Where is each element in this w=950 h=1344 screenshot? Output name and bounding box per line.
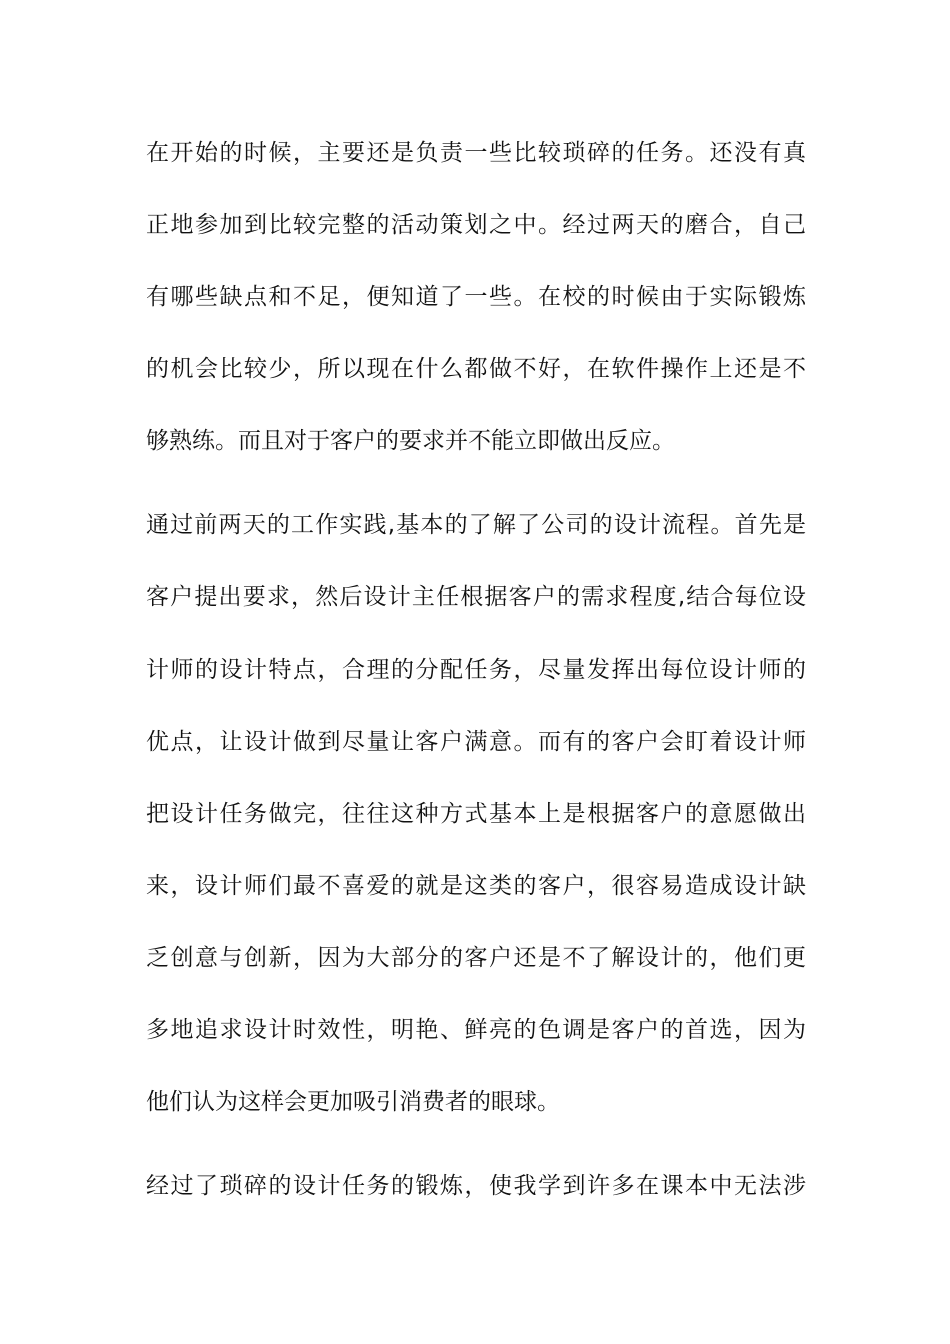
text-line: 把设计任务做完，往往这种方式基本上是根据客户的意愿做出 bbox=[146, 801, 806, 827]
text-line: 的机会比较少，所以现在什么都做不好，在软件操作上还是不 bbox=[146, 356, 806, 382]
text-line: 有哪些缺点和不足，便知道了一些。在校的时候由于实际锻炼 bbox=[146, 284, 806, 310]
text-line: 多地追求设计时效性，明艳、鲜亮的色调是客户的首选，因为 bbox=[146, 1017, 806, 1043]
text-line: 来，设计师们最不喜爱的就是这类的客户，很容易造成设计缺 bbox=[146, 873, 806, 899]
text-line: 够熟练。而且对于客户的要求并不能立即做出反应。 bbox=[146, 428, 675, 454]
text-line: 客户提出要求，然后设计主任根据客户的需求程度,结合每位设 bbox=[146, 584, 806, 610]
text-line: 优点，让设计做到尽量让客户满意。而有的客户会盯着设计师 bbox=[146, 729, 806, 755]
text-line: 乏创意与创新，因为大部分的客户还是不了解设计的，他们更 bbox=[146, 945, 806, 971]
text-line: 通过前两天的工作实践,基本的了解了公司的设计流程。首先是 bbox=[146, 512, 806, 538]
text-line: 计师的设计特点，合理的分配任务，尽量发挥出每位设计师的 bbox=[146, 657, 806, 683]
text-line: 他们认为这样会更加吸引消费者的眼球。 bbox=[146, 1089, 560, 1115]
text-line: 经过了琐碎的设计任务的锻炼，使我学到许多在课本中无法涉 bbox=[146, 1173, 806, 1199]
text-line: 在开始的时候，主要还是负责一些比较琐碎的任务。还没有真 bbox=[146, 140, 806, 166]
text-line: 正地参加到比较完整的活动策划之中。经过两天的磨合，自己 bbox=[146, 212, 806, 238]
